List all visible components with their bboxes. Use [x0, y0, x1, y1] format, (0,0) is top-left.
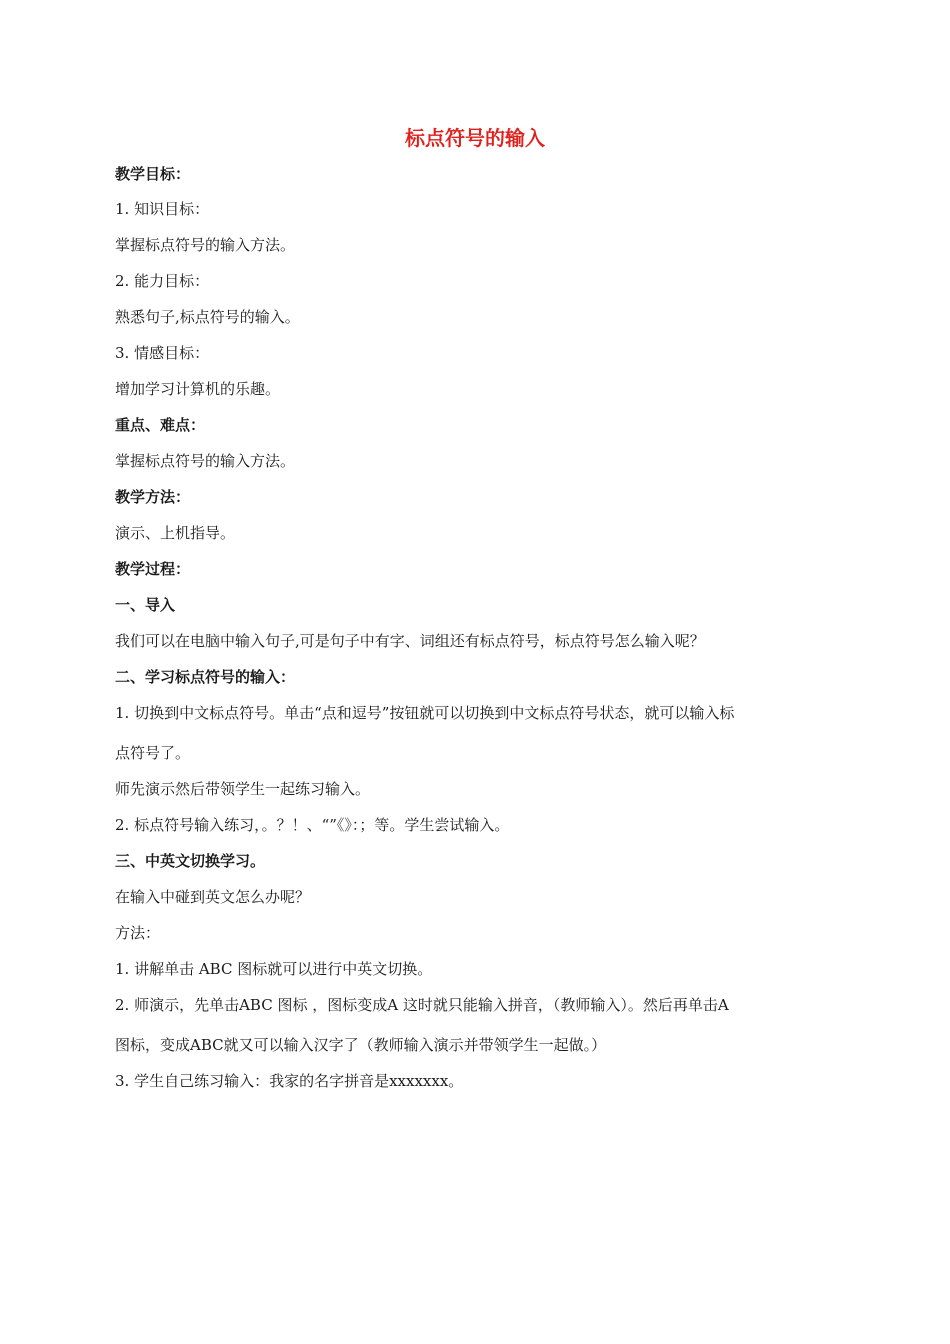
text-line: 3. 情感目标： [115, 344, 210, 362]
text-line: 我们可以在电脑中输入句子,可是句子中有字、词组还有标点符号，标点符号怎么输入呢？ [115, 632, 705, 650]
text-line: 熟悉句子,标点符号的输入。 [115, 308, 300, 326]
heading-switch: 三、中英文切换学习。 [115, 852, 266, 870]
text-line: 2. 标点符号输入练习，。？！、“”《》：；等。学生尝试输入。 [115, 816, 510, 834]
text-line: 点符号了。 [115, 744, 191, 762]
text-line: 2. 师演示，先单击ABC 图标 ，图标变成A 这时就只能输入拼音，（教师输入）。然后再单击A [115, 996, 729, 1014]
heading-methods: 教学方法： [115, 488, 191, 506]
text-line: 师先演示然后带领学生一起练习输入。 [115, 780, 371, 798]
text-line: 3. 学生自己练习输入：我家的名字拼音是xxxxxxx。 [115, 1072, 464, 1090]
text-line: 1. 讲解单击 ABC 图标就可以进行中英文切换。 [115, 960, 433, 978]
heading-learning: 二、学习标点符号的输入： [115, 668, 296, 686]
heading-objectives: 教学目标： [115, 165, 191, 183]
text-line: 1. 知识目标： [115, 200, 210, 218]
text-line: 2. 能力目标： [115, 272, 210, 290]
heading-process: 教学过程： [115, 560, 191, 578]
text-line: 掌握标点符号的输入方法。 [115, 236, 296, 254]
text-line: 图标，变成ABC就又可以输入汉字了（教师输入演示并带领学生一起做。） [115, 1036, 607, 1054]
text-line: 在输入中碰到英文怎么办呢？ [115, 888, 311, 906]
text-line: 1. 切换到中文标点符号。单击“点和逗号”按钮就可以切换到中文标点符号状态，就可以输入标 [115, 704, 735, 722]
heading-key-points: 重点、难点： [115, 416, 206, 434]
text-line: 掌握标点符号的输入方法。 [115, 452, 296, 470]
text-line: 增加学习计算机的乐趣。 [115, 380, 281, 398]
text-line: 方法： [115, 924, 161, 942]
heading-intro: 一、导入 [115, 596, 176, 614]
document-title: 标点符号的输入 [405, 126, 545, 150]
text-line: 演示、上机指导。 [115, 524, 236, 542]
